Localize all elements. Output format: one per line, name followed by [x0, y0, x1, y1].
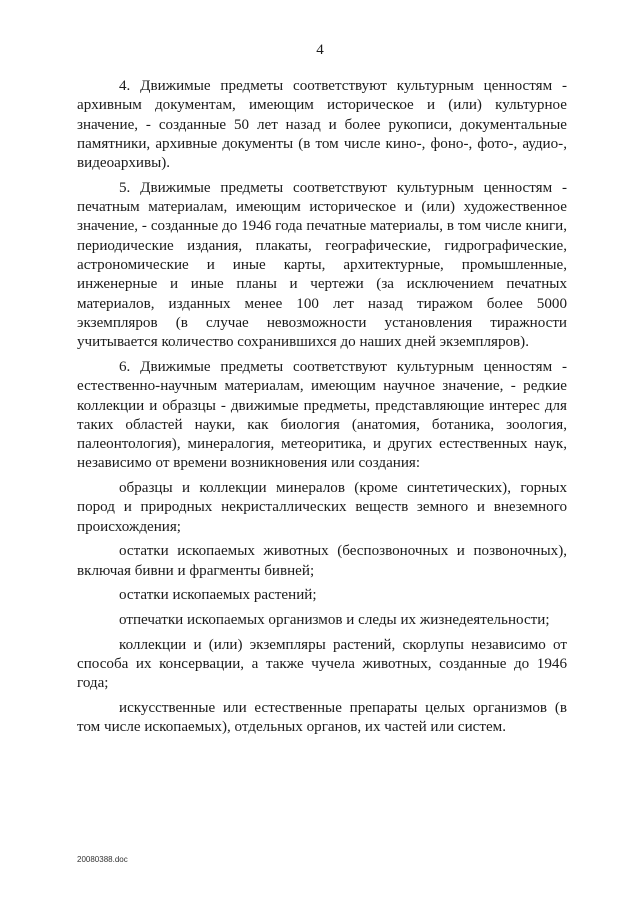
list-entry-minerals: образцы и коллекции минералов (кроме синтетических), горных пород и природных некристаллических веществ земного и внеземного происхождения; — [77, 480, 567, 535]
list-entry-fossil-plants: остатки ископаемых растений; — [119, 587, 317, 604]
paragraph-item-5: 5. Движимые предметы соответствуют культурным ценностям - печатным материалам, имеющим историческое и (или) художественное значение, - созданные до 1946 года печатные материалы, в том числе книги, периодические издания, плакаты, географические, гидрографические, астрономические и иные карты, архитектурные, промышленные, инженерные и иные планы и чертежи (за исключением печатных материалов, изданных менее 100 лет назад тиражом более 5000 экземпляров (в случае невозможности установления тиражности учитывается количество сохранившихся до наших дней экземпляров). — [77, 179, 567, 351]
list-entry-preparations: искусственные или естественные препараты целых организмов (в том числе ископаемых), отдельных органов, их частей или систем. — [77, 700, 567, 736]
footer-filename: 20080388.doc — [77, 855, 128, 864]
document-body — [77, 77, 567, 738]
paragraph-item-6: 6. Движимые предметы соответствуют культурным ценностям - естественно-научным материалам, имеющим научное значение, - редкие коллекции и образцы - движимые предметы, представляющие интерес для таких областей науки, как биология (анатомия, ботаника, зоология, палеонтология), минералогия, метеоритика, и других естественных наук, независимо от времени возникновения или создания: — [77, 358, 567, 472]
list-entry-fossil-imprints: отпечатки ископаемых организмов и следы их жизнедеятельности; — [119, 612, 550, 629]
page-number: 4 — [316, 42, 324, 58]
paragraph-item-4: 4. Движимые предметы соответствуют культурным ценностям - архивным документам, имеющим историческое и (или) культурное значение, - созданные 50 лет назад и более рукописи, документальные памятники, архивные документы (в том числе кино-, фоно-, фото-, аудио-, видеоархивы). — [77, 78, 567, 172]
list-entry-plant-collections: коллекции и (или) экземпляры растений, скорлупы независимо от способа их консервации, а также чучела животных, созданные до 1946 года; — [77, 636, 567, 692]
list-entry-fossil-animals: остатки ископаемых животных (беспозвоночных и позвоночных), включая бивни и фрагменты бивней; — [77, 543, 567, 579]
